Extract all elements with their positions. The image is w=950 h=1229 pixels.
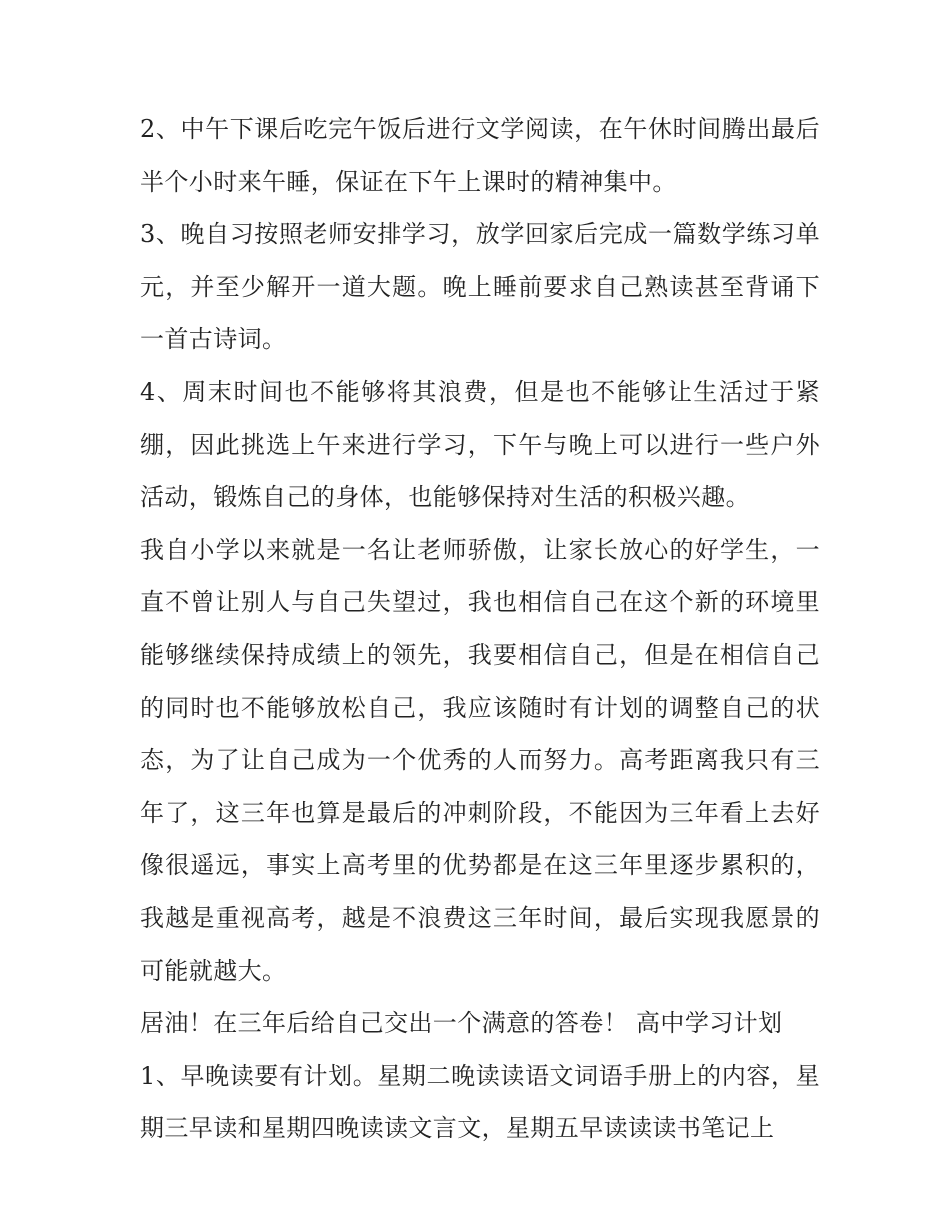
document-body xyxy=(140,103,820,1155)
paragraph-encouragement-and-heading: 居油！在三年后给自己交出一个满意的答卷！ 高中学习计划 xyxy=(140,1009,783,1038)
paragraph-item-2-lunch-reading: 2、中午下课后吃完午饭后进行文学阅读，在午休时间腾出最后半个小时来午睡，保证在下午上课时的精神集中。 xyxy=(140,115,820,196)
paragraph-self-reflection: 我自小学以来就是一名让老师骄傲，让家长放心的好学生，一直不曾让别人与自己失望过，我也相信自己在这个新的环境里能够继续保持成绩上的领先，我要相信自己，但是在相信自己的同时也不能够放松自己，我应该随时有计划的调整自己的状态，为了让自己成为一个优秀的人而努力。高考距离我只有三年了，这三年也算是最后的冲刺阶段，不能因为三年看上去好像很遥远，事实上高考里的优势都是在这三年里逐步累积的，我越是重视高考，越是不浪费这三年时间，最后实现我愿景的可能就越大。 xyxy=(140,535,820,985)
paragraph-item-4-weekend-plan: 4、周末时间也不能够将其浪费，但是也不能够让生活过于紧绷，因此挑选上午来进行学习，下午与晚上可以进行一些户外活动，锻炼自己的身体，也能够保持对生活的积极兴趣。 xyxy=(140,377,820,512)
paragraph-item-1-morning-evening-reading: 1、早晚读要有计划。星期二晚读读语文词语手册上的内容，星期三早读和星期四晚读读文言文，星期五早读读读书笔记上 xyxy=(140,1061,820,1143)
paragraph-item-3-evening-study: 3、晚自习按照老师安排学习，放学回家后完成一篇数学练习单元，并至少解开一道大题。晚上睡前要求自己熟读甚至背诵下一首古诗词。 xyxy=(140,220,820,354)
